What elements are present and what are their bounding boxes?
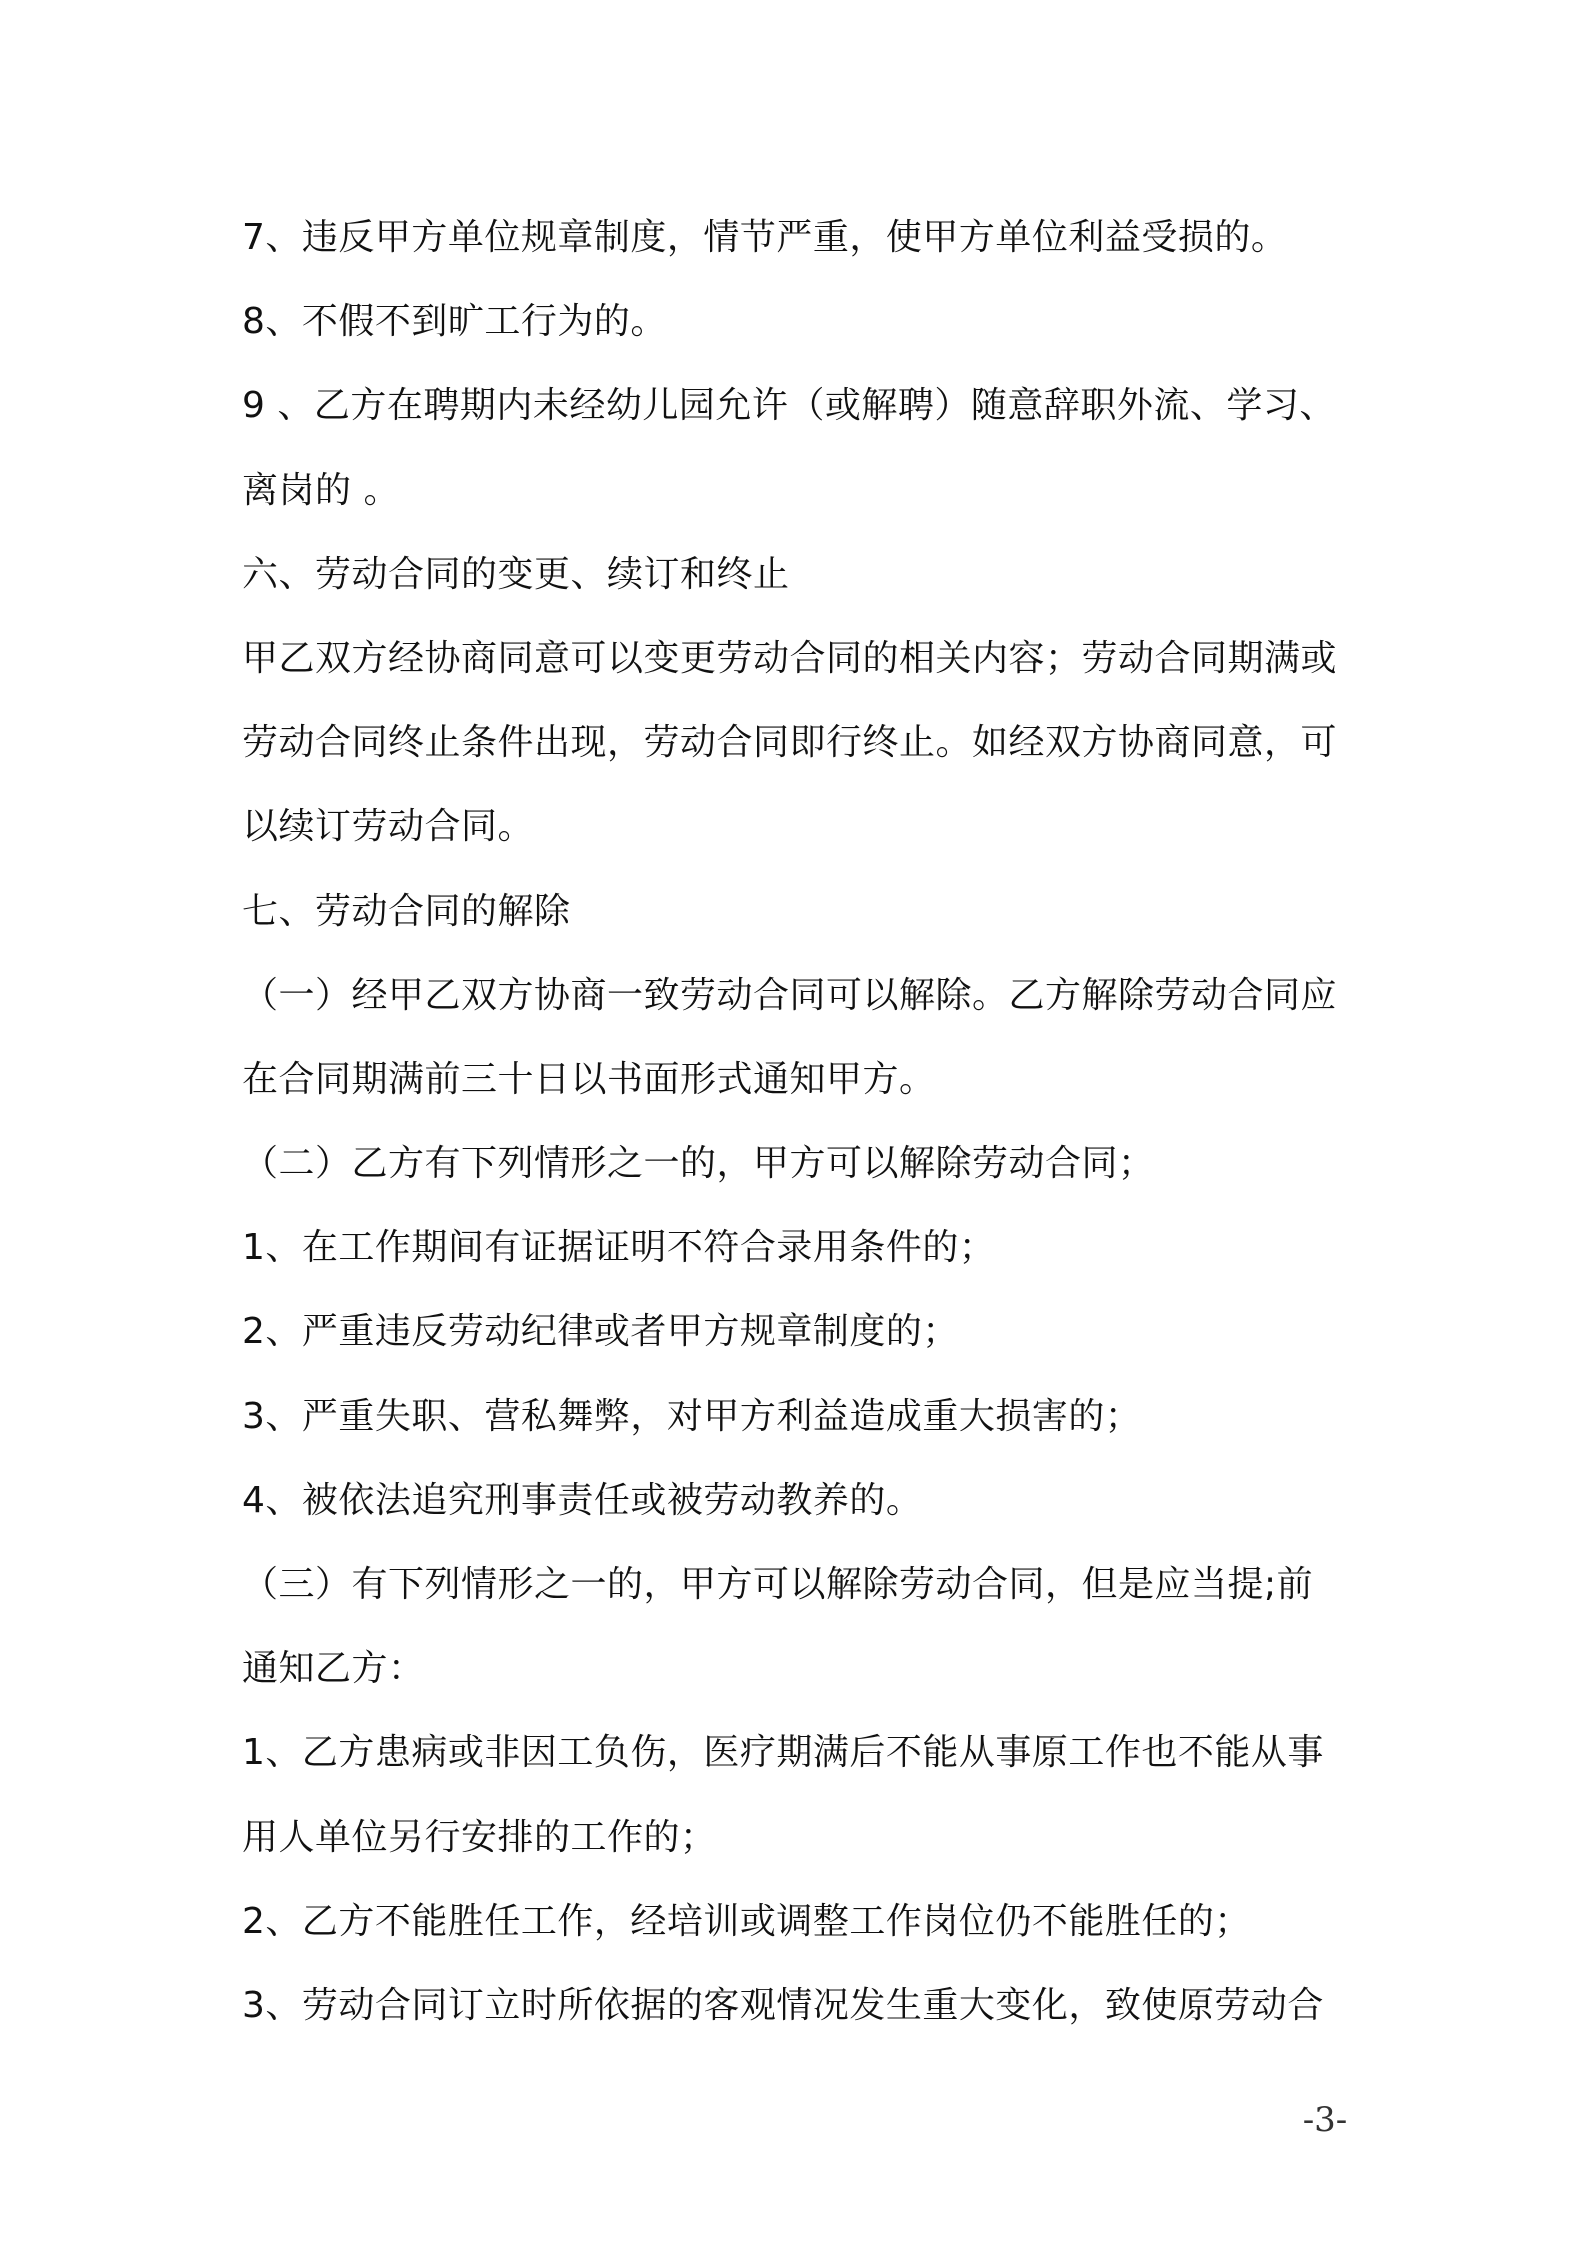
text-line: 1、在工作期间有证据证明不符合录用条件的； <box>242 1227 996 1269</box>
text-line: （二）乙方有下列情形之一的，甲方可以解除劳动合同； <box>242 1143 1155 1185</box>
text-line: 离岗的 。 <box>242 469 400 511</box>
text-line: 3、劳动合同订立时所依据的客观情况发生重大变化，致使原劳动合 <box>242 1984 1324 2026</box>
text-line: 以续订劳动合同。 <box>242 806 535 848</box>
text-line: 通知乙方： <box>242 1648 425 1690</box>
text-line: （一）经甲乙双方协商一致劳动合同可以解除。乙方解除劳动合同应 <box>242 974 1338 1016</box>
text-line: 2、乙方不能胜任工作，经培训或调整工作岗位仍不能胜任的； <box>242 1900 1251 1942</box>
section-heading: 七、劳动合同的解除 <box>242 890 571 932</box>
text-line: 1、乙方患病或非因工负伤，医疗期满后不能从事原工作也不能从事 <box>242 1732 1324 1774</box>
text-line: 7、违反甲方单位规章制度，情节严重，使甲方单位利益受损的。 <box>242 217 1288 258</box>
text-line: 2、严重违反劳动纪律或者甲方规章制度的； <box>242 1311 959 1353</box>
text-line: （三）有下列情形之一的，甲方可以解除劳动合同，但是应当提;前 <box>242 1564 1314 1605</box>
text-line: 8、不假不到旷工行为的。 <box>242 301 667 343</box>
text-line: 4、被依法追究刑事责任或被劳动教养的。 <box>242 1479 923 1521</box>
page-number: -3- <box>1302 2100 1348 2140</box>
text-line: 在合同期满前三十日以书面形式通知甲方。 <box>242 1058 936 1100</box>
text-line: 3、严重失职、营私舞弊，对甲方利益造成重大损害的； <box>242 1395 1142 1437</box>
text-line: 劳动合同终止条件出现，劳动合同即行终止。如经双方协商同意，可 <box>242 722 1338 764</box>
section-heading: 六、劳动合同的变更、续订和终止 <box>242 553 790 595</box>
document-body <box>242 196 1362 2048</box>
text-line: 9 、乙方在聘期内未经幼儿园允许（或解聘）随意辞职外流、学习、 <box>242 385 1336 427</box>
text-line: 用人单位另行安排的工作的； <box>242 1816 717 1858</box>
text-line: 甲乙双方经协商同意可以变更劳动合同的相关内容；劳动合同期满或 <box>242 637 1338 679</box>
